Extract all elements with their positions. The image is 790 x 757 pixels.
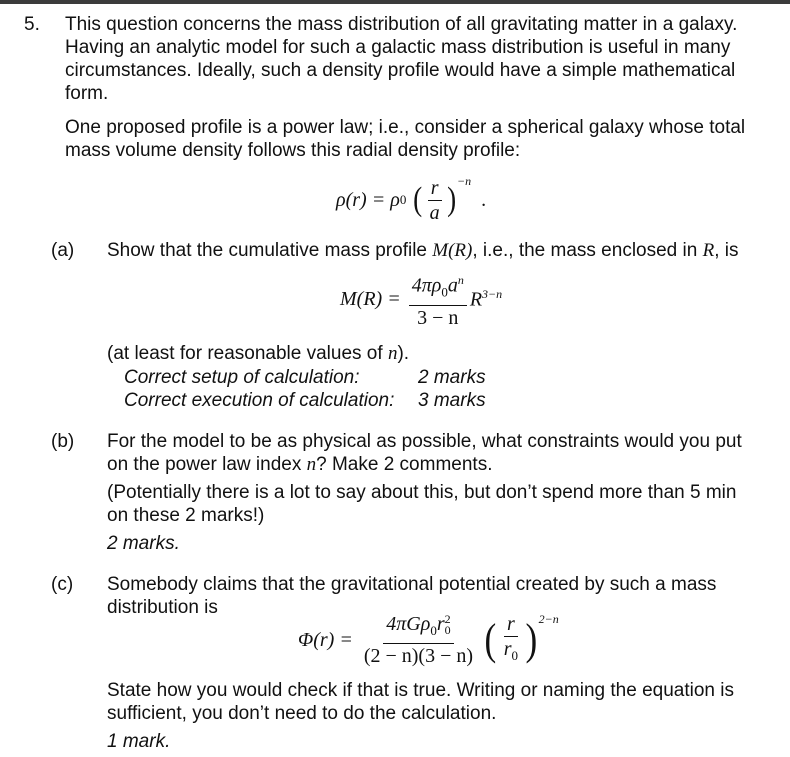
part-b-label: (b): [51, 431, 75, 452]
mass-profile-equation: [340, 272, 503, 329]
density-tail: .: [481, 188, 487, 211]
density-exponent: −n: [456, 174, 472, 188]
potential-equation: Φ(r) = 4πGρ$_0$r 2 0 (2 − n)(3 − n) ( $\frac{r}{r_0}$ ) 2−n: [298, 612, 559, 667]
potential-fraction: [361, 613, 476, 667]
part-a-label: (a): [51, 240, 75, 261]
part-a-line-1: Show that the cumulative mass profile M(R), i.e., the mass enclosed in R, is: [107, 240, 739, 261]
mass-frac-num: $4\pi\rho_0a^n$: [409, 269, 467, 306]
density-lhs-sub: 0: [399, 192, 407, 207]
density-fraction: [427, 177, 443, 224]
part-c-line-4: sufficient, you don’t need to do the calculation.: [107, 703, 497, 724]
density-frac-den: a: [429, 201, 440, 224]
density-frac-num: r: [428, 177, 442, 201]
top-border: [0, 0, 790, 4]
part-a-marks-execution-value: 3 marks: [418, 390, 486, 411]
mass-lhs: M(R) =: [340, 287, 401, 310]
density-lhs: ρ(r) = ρ: [336, 188, 400, 211]
profile-line-2: mass volume density follows this radial density profile:: [65, 140, 521, 161]
profile-line-1: One proposed profile is a power law; i.e., consider a spherical galaxy whose total: [65, 117, 746, 138]
part-c-marks: 1 mark.: [107, 731, 171, 752]
potential-lhs: Φ(r) =: [298, 628, 353, 651]
density-equation: ρ(r) = ρ 0 ( $\frac{r}{a}$ ) −n .: [336, 174, 487, 224]
intro-line-3: circumstances. Ideally, such a density profile would have a simple mathematical: [65, 60, 736, 81]
part-a-marks-setup: Correct setup of calculation:: [124, 367, 360, 388]
part-b-marks: 2 marks.: [107, 533, 180, 554]
part-b-line-4: on these 2 marks!): [107, 505, 265, 526]
part-b-line-2: on the power law index n? Make 2 comments.: [107, 454, 493, 475]
potential-frac-den: (2 − n)(3 − n): [363, 645, 474, 667]
part-c-line-3: State how you would check if that is true. Writing or naming the equation is: [107, 680, 734, 701]
mass-rhs: $R^{3-n}$: [469, 286, 503, 311]
potential-ratio-num: r: [504, 613, 518, 637]
potential-ratio: [501, 613, 521, 667]
intro-line-1: This question concerns the mass distribution of all gravitating matter in a galaxy.: [65, 14, 738, 35]
part-b-line-3: (Potentially there is a lot to say about this, but don’t spend more than 5 min: [107, 482, 737, 503]
part-b-line-1: For the model to be as physical as possible, what constraints would you put: [107, 431, 742, 452]
part-c-label: (c): [51, 574, 74, 595]
part-c-line-1: Somebody claims that the gravitational potential created by such a mass: [107, 574, 717, 595]
part-a-marks-execution: Correct execution of calculation:: [124, 390, 395, 411]
question-number: 5.: [24, 14, 40, 35]
intro-line-4: form.: [65, 83, 109, 104]
intro-line-2: Having an analytic model for such a galactic mass distribution is useful in many: [65, 37, 731, 58]
part-a-marks-setup-value: 2 marks: [418, 367, 486, 388]
potential-exponent: 2−n: [538, 612, 559, 626]
mass-fraction: [409, 269, 467, 329]
potential-ratio-den: $r_0$: [503, 638, 518, 663]
mass-frac-den: 3 − n: [417, 306, 459, 329]
part-a-condition: (at least for reasonable values of n).: [107, 343, 410, 364]
potential-frac-num: 4πGρ$_0$r 2 0: [383, 613, 453, 644]
part-c-line-2: distribution is: [107, 597, 218, 618]
